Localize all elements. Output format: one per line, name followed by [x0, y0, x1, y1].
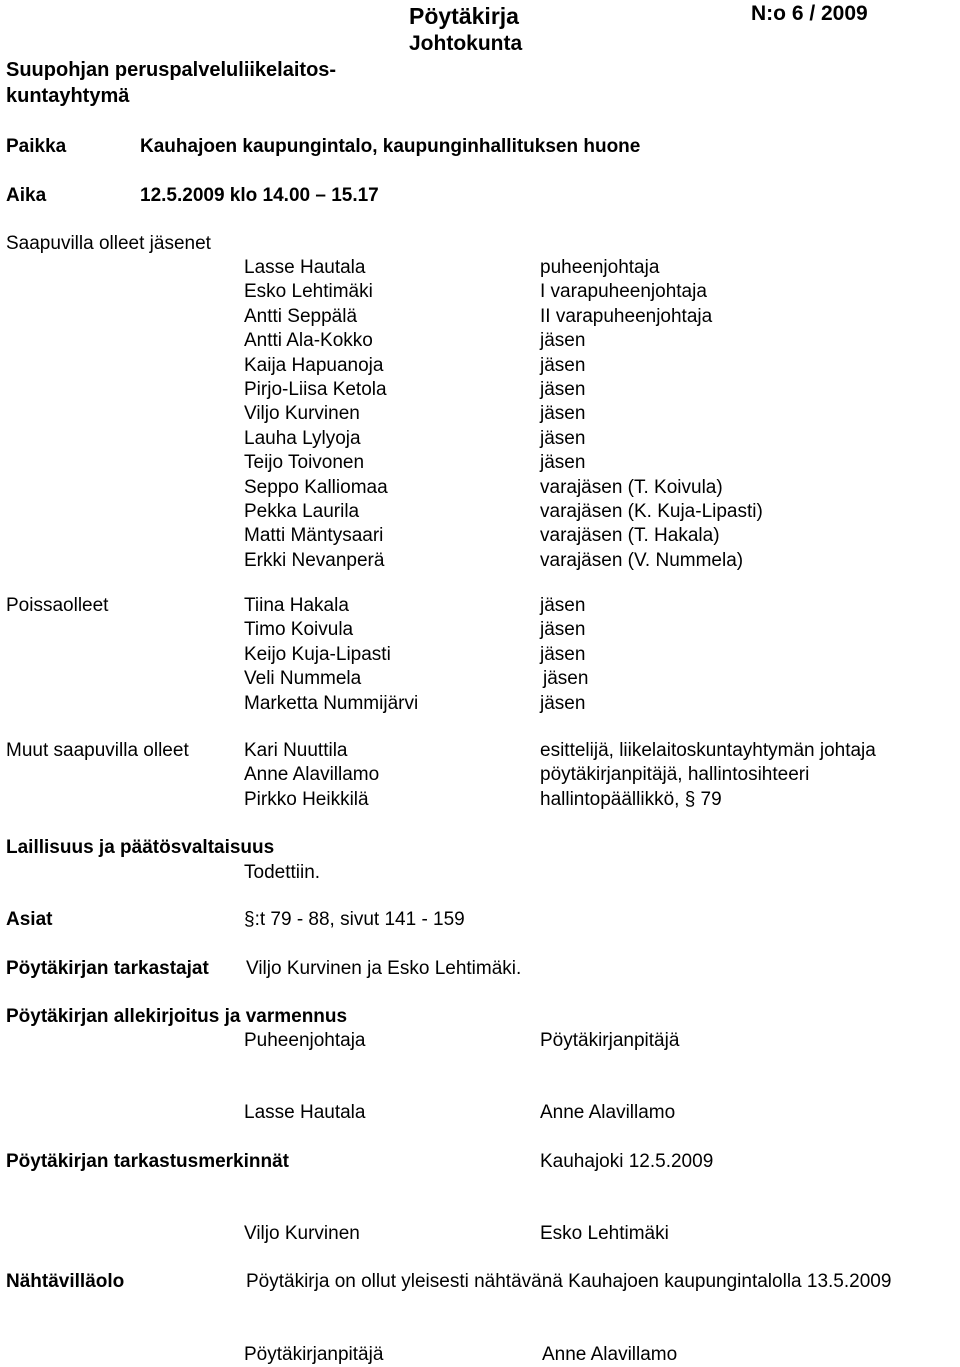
review-label: Pöytäkirjan tarkastusmerkinnät	[6, 1151, 290, 1172]
items-value: §:t 79 - 88, sivut 141 - 159	[244, 909, 465, 930]
org-name-line1: Suupohjan peruspalveluliikelaitos-	[6, 59, 337, 81]
legality-value: Todettiin.	[244, 862, 321, 883]
member-role: varajäsen (K. Kuja-Lipasti)	[540, 500, 763, 522]
secretary-title: Pöytäkirjanpitäjä	[540, 1030, 680, 1051]
member-name: Anne Alavillamo	[244, 764, 380, 786]
member-name: Esko Lehtimäki	[244, 281, 373, 303]
time-value: 12.5.2009 klo 14.00 – 15.17	[140, 185, 379, 206]
member-role: jäsen	[540, 403, 586, 425]
member-role: varajäsen (V. Nummela)	[540, 549, 744, 571]
member-name: Marketta Nummijärvi	[244, 692, 419, 714]
member-role: II varapuheenjohtaja	[540, 305, 713, 327]
display-secretary-name: Anne Alavillamo	[542, 1344, 678, 1365]
member-role: jäsen	[540, 427, 586, 449]
member-name: Pekka Laurila	[244, 500, 360, 522]
present-roles	[540, 256, 763, 573]
others-label: Muut saapuvilla olleet	[6, 740, 189, 761]
member-role: esittelijä, liikelaitoskuntayhtymän johtaja	[540, 740, 876, 761]
member-name: Antti Ala-Kokko	[244, 330, 373, 352]
chair-title: Puheenjohtaja	[244, 1030, 366, 1051]
display-secretary-title: Pöytäkirjanpitäjä	[244, 1344, 384, 1365]
member-role: jäsen	[540, 643, 586, 665]
member-role: jäsen	[540, 619, 586, 641]
checkers-value: Viljo Kurvinen ja Esko Lehtimäki.	[246, 958, 522, 979]
member-name: Timo Koivula	[244, 619, 354, 641]
member-role: jäsen	[540, 452, 586, 474]
member-role: pöytäkirjanpitäjä, hallintosihteeri	[540, 764, 810, 786]
absent-names	[244, 594, 418, 716]
member-name: Tiina Hakala	[244, 595, 349, 616]
doc-title: Pöytäkirja	[409, 3, 519, 29]
place-label: Paikka	[6, 136, 67, 157]
chair-name: Lasse Hautala	[244, 1102, 366, 1123]
display-value: Pöytäkirja on ollut yleisesti nähtävänä Kauhajoen kaupungintalolla 13.5.2009	[246, 1271, 892, 1292]
member-role: jäsen	[543, 668, 589, 690]
org-name-line2: kuntayhtymä	[6, 85, 130, 107]
review-place-date: Kauhajoki 12.5.2009	[540, 1151, 714, 1172]
reviewer-1: Viljo Kurvinen	[244, 1223, 360, 1244]
member-role: varajäsen (T. Hakala)	[540, 525, 720, 547]
absent-roles	[540, 594, 588, 716]
display-label: Nähtävilläolo	[6, 1271, 125, 1292]
member-role: jäsen	[540, 692, 586, 714]
time-label: Aika	[6, 185, 47, 206]
items-label: Asiat	[6, 909, 53, 930]
member-name: Matti Mäntysaari	[244, 525, 384, 547]
member-name: Antti Seppälä	[244, 305, 358, 327]
member-name: Teijo Toivonen	[244, 452, 365, 474]
member-role: jäsen	[540, 595, 586, 616]
signatures-label: Pöytäkirjan allekirjoitus ja varmennus	[6, 1006, 348, 1027]
reviewer-2: Esko Lehtimäki	[540, 1223, 669, 1244]
member-role: jäsen	[540, 330, 586, 352]
member-name: Lasse Hautala	[244, 257, 366, 278]
others-roles	[540, 739, 876, 812]
member-name: Erkki Nevanperä	[244, 549, 385, 571]
present-label: Saapuvilla olleet jäsenet	[6, 233, 211, 254]
member-name: Kari Nuuttila	[244, 740, 348, 761]
doc-subtitle: Johtokunta	[409, 32, 523, 55]
member-role: varajäsen (T. Koivula)	[540, 476, 723, 498]
member-name: Viljo Kurvinen	[244, 403, 360, 425]
member-name: Kaija Hapuanoja	[244, 354, 384, 376]
member-name: Pirjo-Liisa Ketola	[244, 378, 387, 400]
others-names	[244, 739, 379, 812]
member-name: Seppo Kalliomaa	[244, 476, 388, 498]
member-role: I varapuheenjohtaja	[540, 281, 707, 303]
member-role: jäsen	[540, 378, 586, 400]
member-name: Lauha Lylyoja	[244, 427, 361, 449]
legality-label: Laillisuus ja päätösvaltaisuus	[6, 837, 275, 858]
member-name: Pirkko Heikkilä	[244, 788, 369, 810]
absent-label: Poissaolleet	[6, 595, 109, 616]
member-role: jäsen	[540, 354, 586, 376]
secretary-name: Anne Alavillamo	[540, 1102, 676, 1123]
place-value: Kauhajoen kaupungintalo, kaupunginhallituksen huone	[140, 136, 641, 157]
checkers-label: Pöytäkirjan tarkastajat	[6, 958, 209, 979]
member-role: puheenjohtaja	[540, 257, 660, 278]
doc-number: N:o 6 / 2009	[751, 2, 868, 25]
present-names	[244, 256, 388, 573]
member-name: Veli Nummela	[244, 668, 362, 690]
member-name: Keijo Kuja-Lipasti	[244, 643, 391, 665]
member-role: hallintopäällikkö, § 79	[540, 788, 722, 810]
